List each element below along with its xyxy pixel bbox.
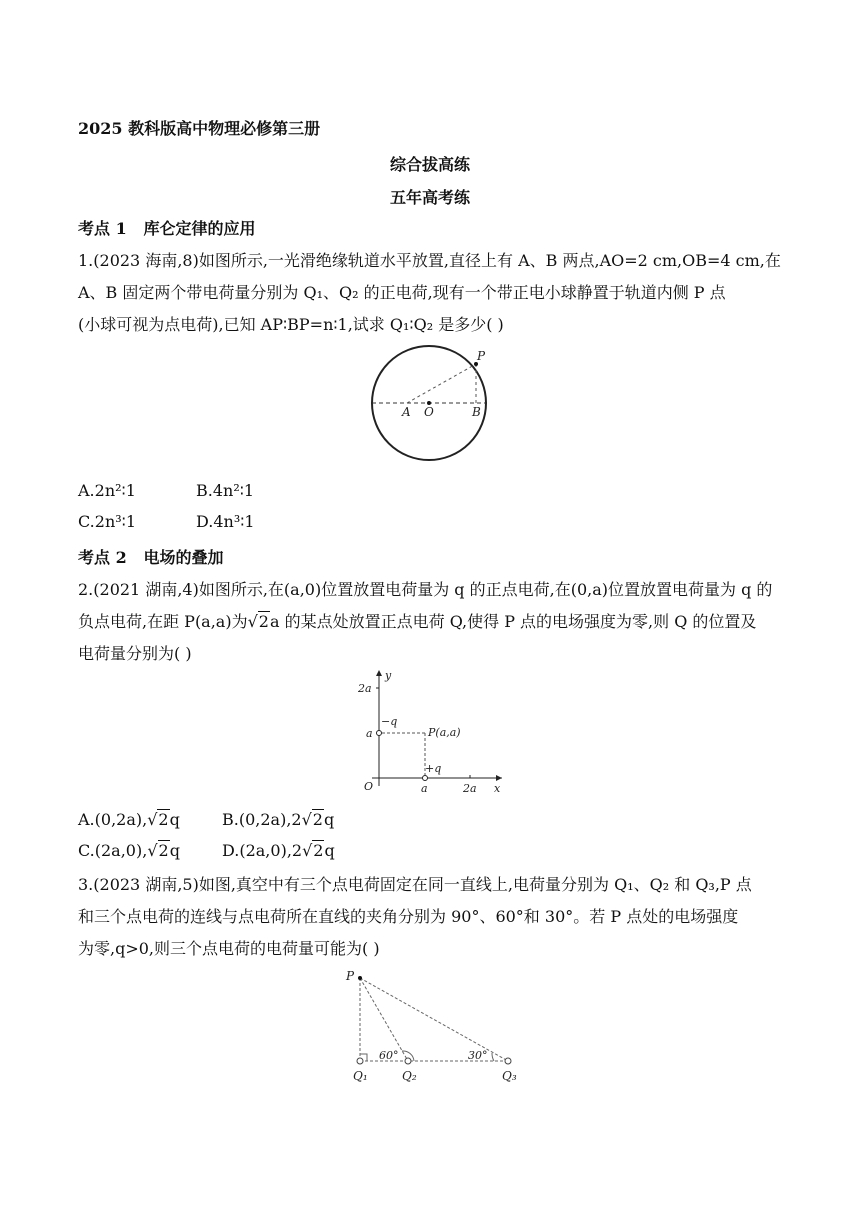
section-1-number: 考点 1: [78, 219, 127, 238]
q2-line-2-part-b: a 的某点处放置正点电荷 Q,使得 P 点的电场强度为零,则 Q 的位置及: [269, 612, 757, 631]
label-angle-60: 60°: [379, 1049, 399, 1062]
label-angle-30: 30°: [468, 1049, 488, 1062]
ap-line: [407, 364, 476, 403]
label-y-axis: y: [385, 669, 392, 682]
q1-circle-figure: [360, 340, 500, 470]
angle-30-arc: [492, 1053, 494, 1061]
heading-five-year: 五年高考练: [389, 188, 470, 207]
label-x-axis: x: [494, 782, 501, 795]
q2-line-1: 2.(2021 湖南,4)如图所示,在(a,0)位置放置电荷量为 q 的正点电荷,在(0,a)位置放置电荷量为 q 的: [78, 580, 773, 599]
sqrt-radicand: 2: [158, 810, 169, 829]
section-1-title: 库仑定律的应用: [143, 219, 256, 238]
point-p-dot: [358, 976, 362, 980]
sqrt-expression: √2: [301, 810, 323, 829]
label-b: B: [472, 405, 481, 419]
q2-line-2: [78, 609, 756, 632]
positive-charge-dot: [423, 776, 428, 781]
q2-option-c-suffix: q: [169, 841, 180, 860]
q2-option-d-prefix: D.(2a,0),2: [222, 841, 303, 860]
sqrt-radicand: 2: [158, 841, 169, 860]
q2-option-b-prefix: B.(0,2a),2: [222, 810, 302, 829]
label-2a-x: 2a: [463, 782, 477, 795]
section-2-number: 考点 2: [78, 548, 127, 567]
q1-option-d: D.4n³∶1: [196, 512, 255, 531]
label-a-x: a: [421, 782, 428, 795]
q3-triangle-figure: [334, 964, 534, 1088]
x-axis-arrow: [496, 775, 502, 781]
book-title: 2025 教科版高中物理必修第三册: [78, 119, 321, 138]
charge-q2: [405, 1058, 411, 1064]
q1-line-2: A、B 固定两个带电荷量分别为 Q₁、Q₂ 的正电荷,现有一个带正电小球静置于轨道内侧 P 点: [78, 283, 726, 302]
heading-comprehensive: 综合拔高练: [389, 155, 470, 174]
sqrt-radicand: 2: [313, 841, 324, 860]
label-point-p: P(a,a): [428, 726, 461, 739]
q2-option-d: [222, 841, 335, 860]
y-axis-arrow: [376, 670, 382, 676]
label-a: A: [402, 405, 411, 419]
q2-option-c: [78, 841, 180, 860]
label-2a-y: 2a: [358, 682, 372, 695]
section-2-heading: [78, 545, 223, 568]
section-1-heading: [78, 216, 255, 239]
negative-charge-dot: [377, 731, 382, 736]
label-q3: Q₃: [502, 1069, 517, 1083]
q1-option-a: A.2n²∶1: [78, 481, 136, 500]
sqrt-expression: √2: [247, 612, 269, 631]
q2-option-a-suffix: q: [169, 810, 180, 829]
q3-line-3: 为零,q>0,则三个点电荷的电荷量可能为( ): [78, 939, 380, 958]
label-p: P: [477, 349, 486, 363]
label-negative-q: −q: [381, 715, 398, 728]
sqrt-radicand: 2: [312, 810, 323, 829]
sqrt-radicand: 2: [258, 612, 269, 631]
label-q2: Q₂: [402, 1069, 417, 1083]
q1-option-b: B.4n²∶1: [196, 481, 255, 500]
q1-line-3: (小球可视为点电荷),已知 AP∶BP=n∶1,试求 Q₁∶Q₂ 是多少( ): [78, 315, 504, 334]
q2-option-b-suffix: q: [323, 810, 335, 829]
q2-coordinate-figure: [352, 666, 512, 798]
sqrt-expression: √2: [147, 841, 169, 860]
q2-line-2-part-a: 负点电荷,在距 P(a,a)为: [78, 612, 248, 631]
q3-line-2: 和三个点电荷的连线与点电荷所在直线的夹角分别为 90°、60°和 30°。若 P 点处的电场强度: [78, 907, 739, 926]
label-o: O: [424, 405, 434, 419]
q2-line-3: 电荷量分别为( ): [78, 644, 192, 663]
q1-option-c: C.2n³∶1: [78, 512, 136, 531]
charge-q1: [357, 1058, 363, 1064]
q1-line-1: 1.(2023 海南,8)如图所示,一光滑绝缘轨道水平放置,直径上有 A、B 两点,AO=2 cm,OB=4 cm,在: [78, 251, 781, 270]
label-q1: Q₁: [353, 1069, 368, 1083]
sqrt-expression: √2: [147, 810, 169, 829]
section-2-title: 电场的叠加: [143, 548, 224, 567]
q2-option-a-prefix: A.(0,2a),: [78, 810, 148, 829]
q2-option-d-suffix: q: [324, 841, 335, 860]
sqrt-expression: √2: [302, 841, 324, 860]
label-p: P: [346, 969, 355, 983]
charge-q3: [505, 1058, 511, 1064]
label-positive-q: +q: [425, 762, 442, 775]
label-origin: O: [364, 780, 374, 793]
label-a-y: a: [366, 727, 373, 740]
q3-line-1: 3.(2023 湖南,5)如图,真空中有三个点电荷固定在同一直线上,电荷量分别为 Q₁、Q₂ 和 Q₃,P 点: [78, 875, 752, 894]
q2-option-a: [78, 810, 180, 829]
q2-option-c-prefix: C.(2a,0),: [78, 841, 148, 860]
q2-option-b: [222, 810, 334, 829]
